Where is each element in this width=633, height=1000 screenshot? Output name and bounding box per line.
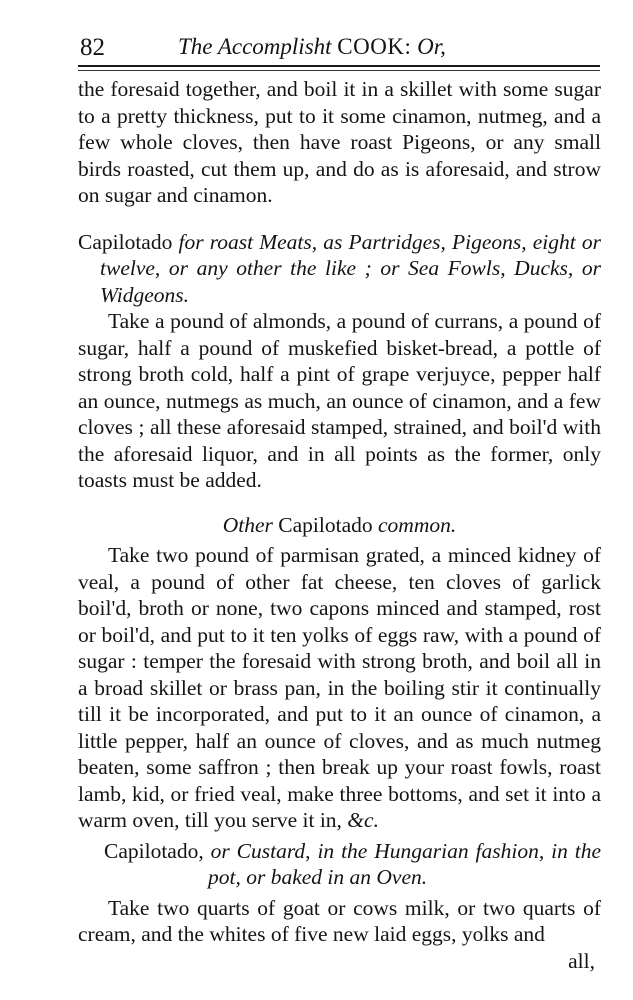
recipe-body-2-text: Take two pound of parmisan grated, a minced kidney of veal, a pound of other fat cheese, ten cloves of garlick boil'd, broth or none, two capons minced and stamped, rost or boil'd, and put to it ten yolks of eggs raw, with a pound of sugar : temper the foresaid with strong broth, and boil all in a broad skillet or brass pan, in the boiling stir it continually till it be incorporated, and put to it an ounce of cinamon, a little pepper, half an ounce of cloves, and as much nutmeg beaten, some saffron ; then break up your roast fowls, roast lamb, kid, or fried veal, make three bottoms, and set it into a warm oven, till you serve it in,	[78, 543, 601, 832]
running-title-caps: COOK:	[337, 34, 412, 59]
recipe-body-3: Take two quarts of goat or cows milk, or two quarts of cream, and the whites of five new laid eggs, yolks and	[78, 895, 601, 946]
running-title-end: Or,	[417, 34, 446, 59]
running-title	[178, 34, 446, 60]
recipe-body-2	[78, 542, 601, 834]
recipe-title-1-subtitle: for roast Meats, as Partridges, Pigeons, eight or twelve, or any other the like ; or Sea Fowls, Ducks, or Widgeons.	[100, 229, 601, 307]
header-rule-thick	[78, 65, 600, 67]
paragraph-continued: the foresaid together, and boil it in a skillet with some sugar to a pretty thickness, put to it some cinamon, nutmeg, and a few whole cloves, then have roast Pigeons, or any small birds roasted, cut them up, and do as is aforesaid, and strow on sugar and cinamon.	[78, 77, 601, 207]
page-header	[80, 34, 600, 64]
recipe-title-2-suffix: common.	[378, 512, 457, 537]
header-rule-thin	[78, 70, 600, 71]
recipe-body-1: Take a pound of almonds, a pound of currans, a pound of sugar, half a pound of muskefied bisket-bread, a pottle of strong broth cold, half a pint of grape verjuyce, pepper half an ounce, nutmegs as much, an ounce of cinamon, and a few cloves ; all these aforesaid stamped, strained, and boil'd with the aforesaid liquor, and in all points as the former, only toasts must be added.	[78, 309, 601, 492]
page-number: 82	[80, 34, 105, 61]
recipe-title-3-name: Capilotado,	[104, 838, 204, 863]
recipe-title-3-subtitle: or Custard, in the Hungarian fashion, in the pot, or baked in an Oven.	[208, 838, 601, 889]
page-body	[78, 76, 601, 974]
running-title-italic: The Accomplisht	[178, 34, 332, 59]
recipe-title-1	[78, 229, 601, 309]
recipe-body-2-etc: &c.	[347, 808, 379, 832]
recipe-title-2-name: Capilotado	[278, 512, 373, 537]
recipe-title-2-prefix: Other	[222, 512, 273, 537]
catchword: all,	[568, 948, 595, 973]
recipe-title-3	[78, 838, 601, 891]
recipe-title-2	[78, 512, 601, 539]
recipe-title-1-name: Capilotado	[78, 229, 173, 254]
